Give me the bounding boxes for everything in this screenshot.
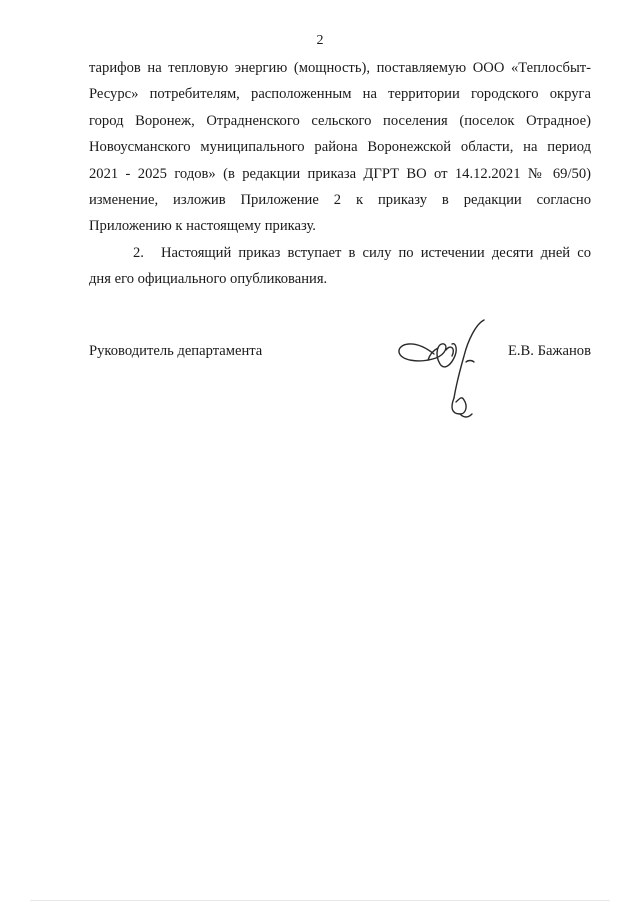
signer-name: Е.В. Бажанов [507,343,591,359]
paragraph2-line: Настоящий приказ вступает в силу по истечении десяти дней со [161,244,591,261]
paragraph1-line: Новоусманского муниципального района Воронежской области, на период [89,139,591,156]
paragraph1-line: 2021 - 2025 годов» (в редакции приказа ДГРТ ВО от 14.12.2021 № 69/50) [89,165,591,182]
paragraph1-line: Приложению к настоящему приказу. [89,218,316,235]
paragraph1-line: город Воронеж, Отрадненского сельского поселения (поселок Отрадное) [89,112,591,129]
handwritten-signature [394,314,494,422]
paragraph2-line: дня его официального опубликования. [89,271,328,288]
signer-position: Руководитель департамента [89,343,263,359]
paragraph1-line: Ресурс» потребителям, расположенным на территории городского округа [89,86,591,103]
document-body [89,55,591,293]
paragraph1-line: изменение, изложив Приложение 2 к приказу в редакции согласно [89,191,591,208]
signature-row [89,343,591,365]
paragraph2-first-line [89,240,591,266]
paragraph2-number: 2. [133,244,144,261]
paragraph1-line: тарифов на тепловую энергию (мощность), поставляемую ООО «Теплосбыт- [89,60,591,76]
page-number: 2 [316,33,324,48]
